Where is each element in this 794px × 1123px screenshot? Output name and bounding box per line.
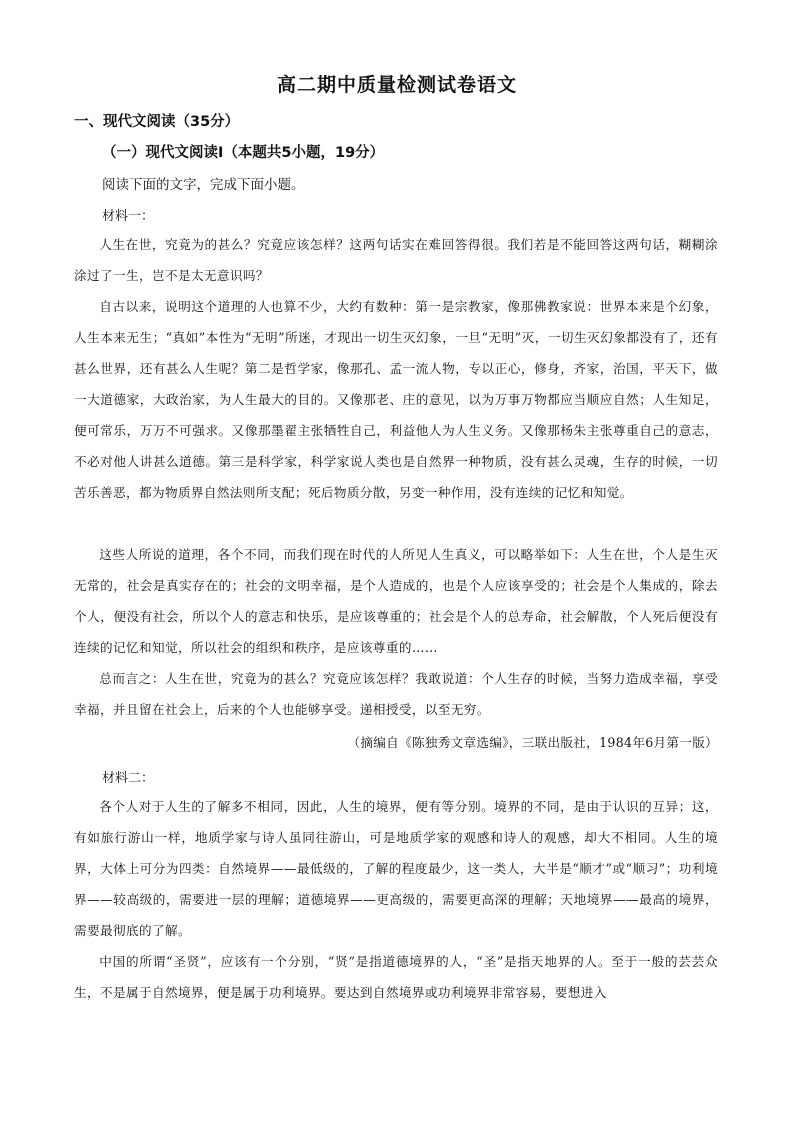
section-heading: 一、现代文阅读（35分） bbox=[74, 114, 240, 130]
subsection-heading: （一）现代文阅读Ⅰ（本题共5小题，19分） bbox=[102, 145, 385, 161]
material-two-paragraph-1: 各个人对于人生的了解多不相同，因此，人生的境界，便有等分别。境界的不同，是由于认识的互异；这，有如旅行游山一样，地质学家与诗人虽同往游山，可是地质学家的观感和诗人的观感，却大不相同。人生的境界，大体上可分为四类：自然境界——最低级的，了解的程度最少，这一类人，大半是“顺才”或“顺习”；功利境界——较高级的，需要进一层的理解；道德境界——更高级的，需要更高深的理解；天地境界——最高的境界，需要最彻底的了解。 bbox=[74, 799, 718, 938]
material-one-paragraph-1: 人生在世，究竟为的甚么？究竟应该怎样？这两句话实在难回答得很。我们若是不能回答这两句话，糊糊涂涂过了一生，岂不是太无意识吗？ bbox=[74, 237, 718, 283]
material-two-label: 材料二： bbox=[102, 771, 155, 786]
material-two-paragraph-2: 中国的所谓“圣贤”，应该有一个分别，“贤”是指道德境界的人，“圣”是指天地界的人。至于一般的芸芸众生，不是属于自然境界，便是属于功利境界。要达到自然境界或功利境界非常容易，要想进入 bbox=[74, 954, 718, 1000]
material-one-paragraph-3: 这些人所说的道理，各个不同，而我们现在时代的人所见人生真义，可以略举如下：人生在世，个人是生灭无常的，社会是真实存在的；社会的文明幸福，是个人造成的，也是个人应该享受的；社会是个人集成的，除去个人，便没有社会，所以个人的意志和快乐，是应该尊重的；社会是个人的总寿命，社会解散，个人死后便没有连续的记忆和知觉，所以社会的组织和秩序，是应该尊重的…… bbox=[74, 547, 718, 655]
page-title: 高二期中质量检测试卷语文 bbox=[276, 74, 517, 96]
material-one-paragraph-2: 自古以来，说明这个道理的人也算不少，大约有数种：第一是宗教家，像那佛教家说：世界本来是个幻象，人生本来无生；“真如”本性为“无明”所迷，才现出一切生灭幻象，一旦“无明”灭，一切生灭幻象都没有了，还有甚么世界，还有甚么人生呢？第二是哲学家，像那孔、孟一流人物，专以正心，修身，齐家，治国，平天下，做一大道德家，大政治家，为人生最大的目的。又像那老、庄的意见，以为万事万物都应当顺应自然；人生知足，便可常乐，万万不可强求。又像那墨翟主张牺牲自己，利益他人为人生义务。又像那杨朱主张尊重自己的意志，不必对他人讲甚么道德。第三是科学家，科学家说人类也是自然界一种物质，没有甚么灵魂，生存的时候，一切苦乐善恶，都为物质界自然法则所支配；死后物质分散，另变一种作用，没有连续的记忆和知觉。 bbox=[74, 299, 718, 500]
instruction-text: 阅读下面的文字，完成下面小题。 bbox=[102, 177, 305, 193]
material-one-paragraph-4: 总而言之：人生在世，究竟为的甚么？究竟应该怎样？我敢说道：个人生存的时候，当努力造成幸福，享受幸福，并且留在社会上，后来的个人也能够享受。递相授受，以至无穷。 bbox=[74, 671, 718, 717]
material-one-label: 材料一： bbox=[102, 209, 155, 224]
material-one-source: （摘编自《陈独秀文章选编》，三联出版社，1984年6月第一版） bbox=[347, 735, 718, 750]
